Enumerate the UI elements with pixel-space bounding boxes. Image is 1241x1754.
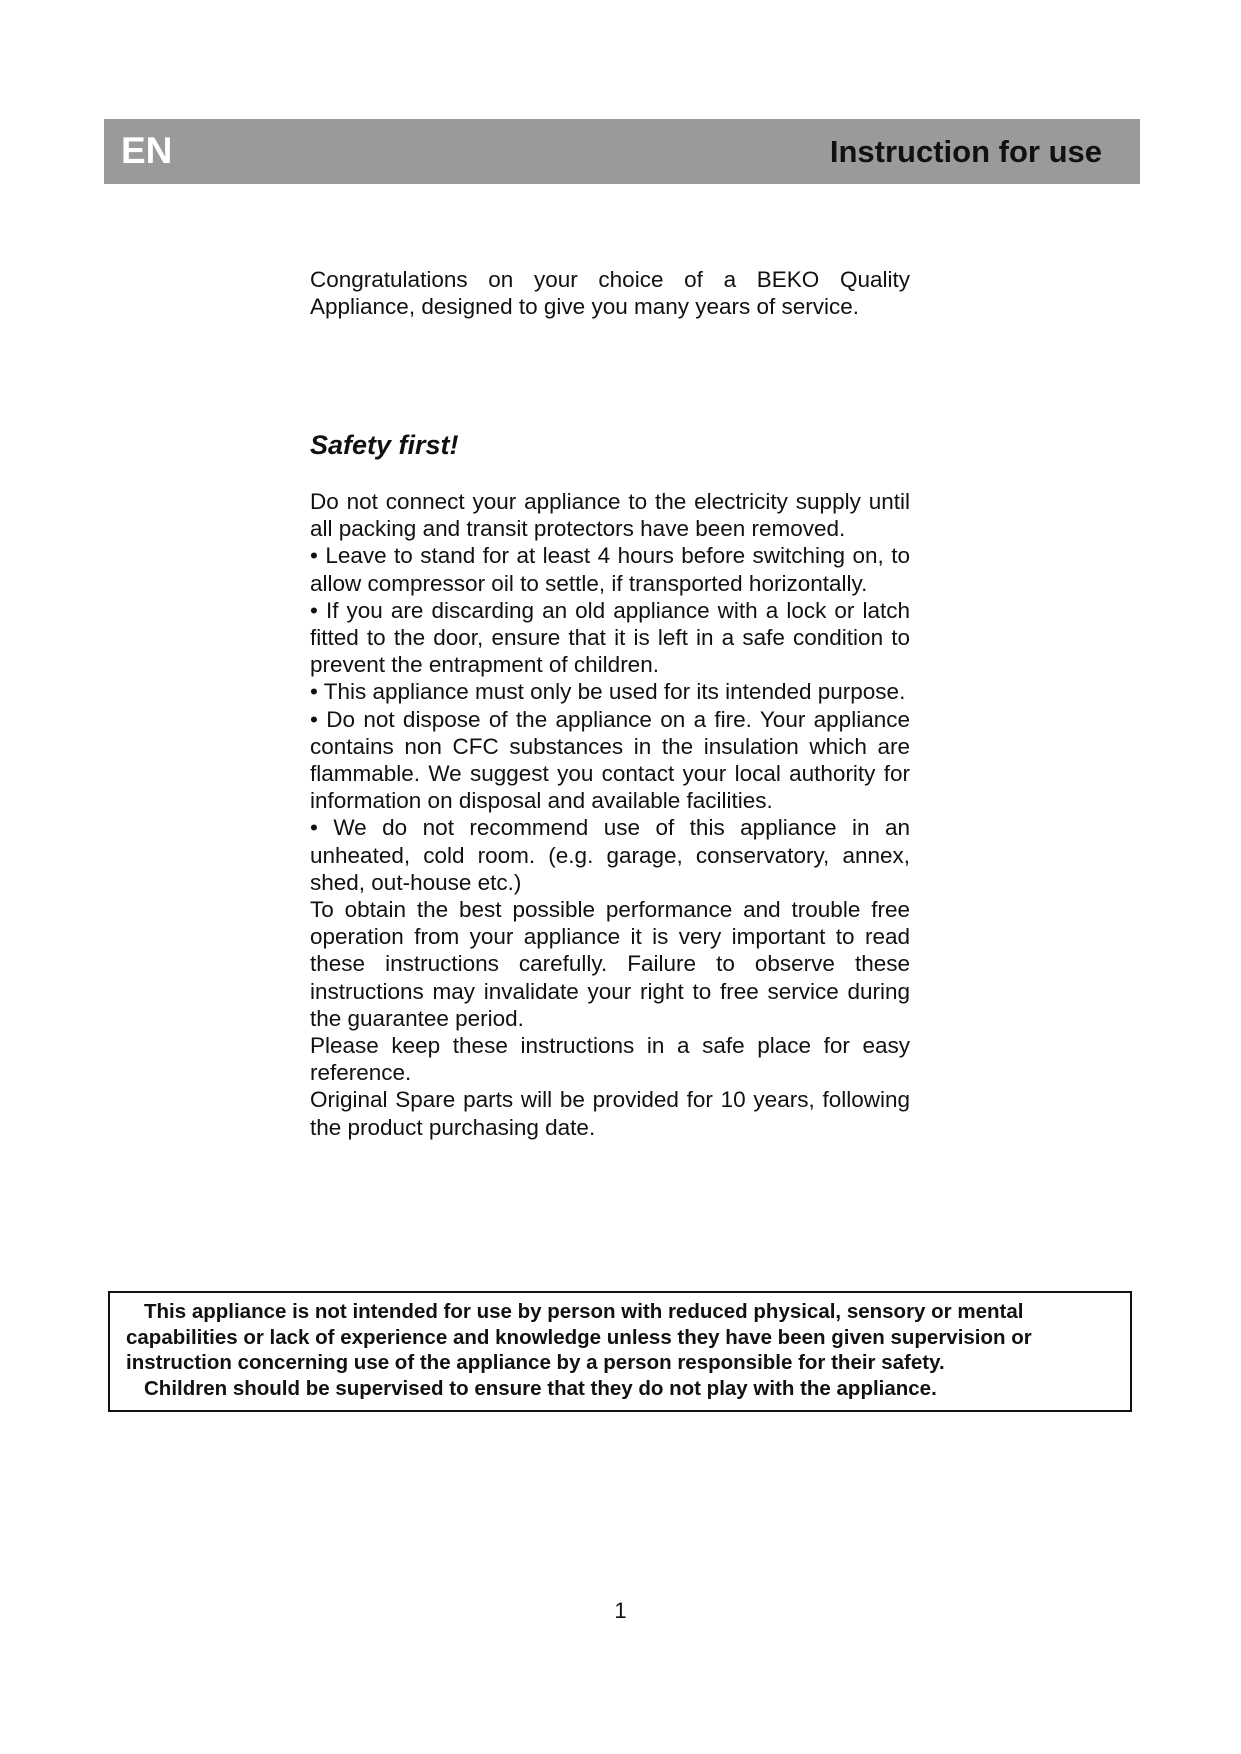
safety-body: [310, 488, 910, 1141]
document-title: Instruction for use: [829, 134, 1102, 169]
safety-bullet: • Do not dispose of the appliance on a fire. Your appliance contains non CFC substances in the insulation which are flammable. We suggest you contact your local authority for information on disposal and available facilities.: [310, 706, 910, 814]
warning-children-text: Children should be supervised to ensure that they do not play with the appliance.: [144, 1376, 937, 1400]
warning-box: [108, 1291, 1132, 1412]
safety-bullet: • Leave to stand for at least 4 hours before switching on, to allow compressor oil to settle, if transported horizontally.: [310, 543, 910, 596]
warning-text: This appliance is not intended for use by person with reduced physical, sensory or mental capabilities or lack of experience and knowledge unless they have been given supervision or instruction concerning use of the appliance by a person responsible for their safety.: [126, 1300, 1032, 1374]
page-number: 1: [614, 1598, 627, 1623]
safety-paragraph: Please keep these instructions in a safe place for easy reference.: [310, 1033, 910, 1086]
safety-paragraph: Do not connect your appliance to the electricity supply until all packing and transit protectors have been removed.: [310, 489, 910, 542]
intro-paragraph: Congratulations on your choice of a BEKO Quality Appliance, designed to give you many years of service.: [310, 267, 910, 320]
safety-bullet: • We do not recommend use of this appliance in an unheated, cold room. (e.g. garage, conservatory, annex, shed, out-house etc.): [310, 815, 910, 895]
safety-paragraph: To obtain the best possible performance and trouble free operation from your appliance it is very important to read these instructions carefully. Failure to observe these instructions may invalidate your right to free service during the guarantee period.: [310, 897, 910, 1031]
safety-heading: Safety first!: [310, 430, 459, 460]
header-bar: [104, 119, 1140, 184]
safety-bullet: • If you are discarding an old appliance with a lock or latch fitted to the door, ensure that it is left in a safe condition to prevent the entrapment of children.: [310, 597, 910, 678]
language-code: EN: [121, 130, 173, 171]
safety-bullet: • This appliance must only be used for its intended purpose.: [310, 679, 906, 705]
safety-paragraph: Original Spare parts will be provided for 10 years, following the product purchasing date.: [310, 1087, 910, 1140]
